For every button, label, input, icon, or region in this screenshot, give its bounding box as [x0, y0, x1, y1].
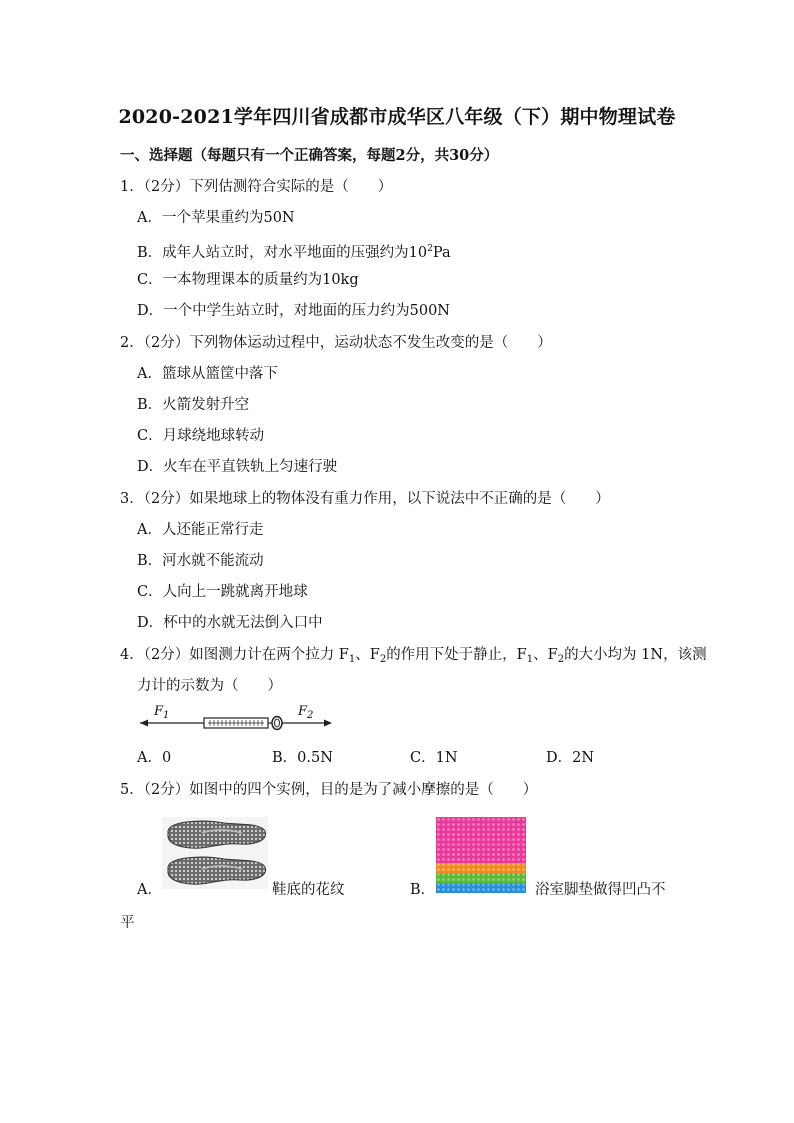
question-1-option-b: B．成年人站立时，对水平地面的压强约为$10^2Pa$ — [137, 244, 451, 261]
question-5-option-a-caption: 鞋底的花纹 — [272, 882, 345, 898]
question-5-option-a-label: A． — [137, 882, 162, 898]
page-title: 2020-2021学年四川省成都市成华区八年级（下）期中物理试卷 — [118, 106, 676, 128]
question-4-stem-line2: 力计的示数为（ ） — [137, 678, 282, 694]
question-2-option-a: A．篮球从篮筐中落下 — [137, 366, 278, 382]
question-5-option-b-caption: 浴室脚垫做得凹凸不 — [535, 882, 666, 898]
question-4-option-c: C．1N — [410, 750, 458, 766]
question-1-option-c: C．一本物理课本的质量约为10kg — [137, 272, 359, 288]
question-3-option-d: D．杯中的水就无法倒入口中 — [137, 615, 323, 631]
section-heading: 一、选择题（每题只有一个正确答案，每题2分，共30分） — [120, 147, 499, 164]
question-3-option-a: A．人还能正常行走 — [137, 522, 264, 538]
question-2-option-c: C．月球绕地球转动 — [137, 428, 265, 444]
question-5-stem: 5．（2分）如图中的四个实例，目的是为了减小摩擦的是（ ） — [120, 782, 538, 798]
question-1-option-a: A．一个苹果重约为50N — [137, 210, 295, 226]
question-5-option-b-label: B． — [410, 882, 436, 898]
question-2-option-b: B．火箭发射升空 — [137, 397, 250, 413]
question-3-option-c: C．人向上一跳就离开地球 — [137, 584, 308, 600]
force-label-f1: $F_1$ — [154, 704, 170, 721]
question-2-option-d: D．火车在平直铁轨上匀速行驶 — [137, 459, 338, 475]
question-1-option-d: D．一个中学生站立时，对地面的压力约为500N — [137, 303, 450, 319]
question-5-option-b-caption-cont: 平 — [120, 915, 135, 931]
force-arrow-left — [140, 720, 204, 727]
question-2-stem: 2．（2分）下列物体运动过程中，运动状态不发生改变的是（ ） — [120, 335, 552, 351]
question-4-option-a: A．0 — [137, 750, 172, 766]
question-4-stem: 4．（2分）如图测力计在两个拉力 $F_1$、$F_2$的作用下处于静止，$F_1$、$F_2$的大小均为 1N，该测 — [120, 647, 707, 665]
question-1-stem: 1．（2分）下列估测符合实际的是（ ） — [120, 179, 393, 195]
question-4-option-d: D．2N — [546, 750, 595, 766]
bath-mat-image — [436, 817, 526, 893]
spring-scale-body — [204, 717, 282, 730]
force-label-f2: $F_2$ — [298, 704, 314, 721]
question-3-stem: 3．（2分）如果地球上的物体没有重力作用，以下说法中不正确的是（ ） — [120, 491, 610, 507]
question-3-option-b: B．河水就不能流动 — [137, 553, 264, 569]
question-4-option-b: B．0.5N — [272, 750, 333, 766]
shoe-sole-image — [162, 817, 268, 889]
